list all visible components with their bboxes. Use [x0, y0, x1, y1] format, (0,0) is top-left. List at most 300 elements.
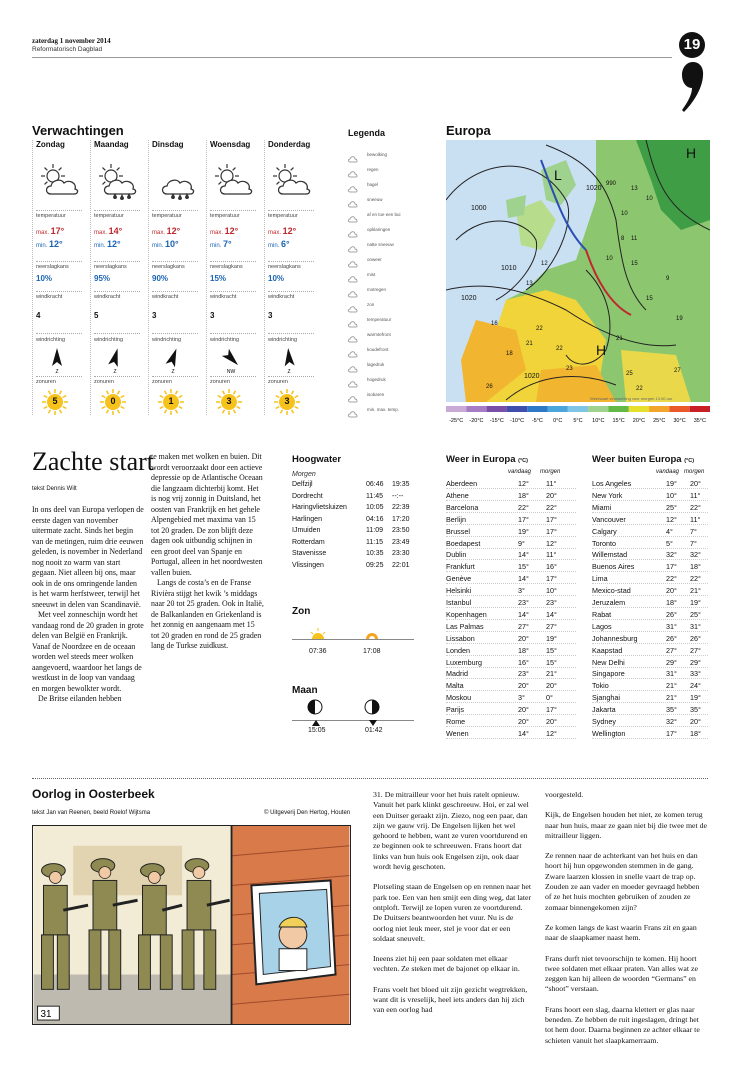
tomorrow-temp: 11°	[546, 479, 557, 488]
temp-label: temperatuur	[268, 213, 298, 219]
moonrise-marker-icon	[312, 720, 320, 726]
svg-text:Z: Z	[55, 369, 59, 374]
scale-swatch	[568, 406, 588, 412]
table-row	[446, 609, 576, 620]
rain-cloud-icon	[155, 162, 199, 202]
city: New York	[592, 490, 623, 500]
tomorrow-temp: 17°	[546, 574, 557, 584]
svg-text:Z: Z	[287, 369, 291, 374]
day-name: Donderdag	[268, 140, 311, 149]
time-2: 23:49	[392, 538, 410, 546]
divider	[210, 291, 256, 292]
table-row	[592, 573, 708, 584]
comic-paragraph: Ineens ziet hij een paar soldaten met elkaar vechten. Ze steken met de bajonet op elkaar in.	[373, 954, 520, 974]
wind-arrow-icon	[280, 348, 298, 374]
pressure-label: H	[686, 145, 697, 161]
legend-item	[348, 405, 438, 417]
weather-europe-table	[446, 469, 576, 749]
time-1: 10:35	[366, 550, 384, 557]
scale-label: 25°C	[653, 418, 666, 424]
legend-item	[348, 165, 438, 177]
legend-label: hagel	[367, 182, 379, 187]
sun-title: Zon	[292, 606, 311, 617]
section-divider	[32, 778, 708, 779]
today-temp: 12°	[666, 514, 677, 524]
day-name: Zondag	[36, 140, 65, 149]
city: Los Angeles	[592, 479, 632, 488]
column-header: morgen	[684, 469, 705, 475]
today-temp: 15°	[518, 562, 529, 572]
max-temp	[152, 226, 180, 236]
article-paragraph: te maken met wolken en buien. Dit wordt veroorzaakt door een actieve depressie op de Atlantische Oceaan die langzaam dichterbij komt. Het is nog vrij zonnig in Duitsland, het oosten van Frankrijk en het gehele Alpengebied met maxima van 15 tot 20 graden. De zon blijft deze dagen ook uitbundig schijnen in een groot deel van Spanje en Portugal, alleen in het noordwesten vallen buien.	[151, 452, 263, 577]
legend-label: sneeuw	[367, 197, 383, 202]
sunset-icon	[364, 628, 380, 640]
city: Boedapest	[446, 538, 481, 548]
forecast-day	[264, 140, 320, 415]
table-row	[446, 633, 576, 644]
max-value: 12°	[224, 226, 239, 236]
legend-icon	[348, 391, 358, 400]
hoogwater-title: Hoogwater	[292, 454, 342, 465]
divider	[94, 291, 140, 292]
column-header: morgen	[540, 469, 561, 475]
wind-label: windkracht	[152, 294, 179, 300]
column-header: vandaag	[656, 469, 680, 475]
today-temp: 25°	[666, 502, 677, 512]
tomorrow-temp: 21°	[690, 586, 701, 596]
today-temp: 20°	[666, 586, 677, 596]
rain-label: neerslagkans	[36, 264, 69, 270]
legend-icon	[348, 241, 358, 250]
hoogwater-row	[292, 504, 414, 515]
scale-swatch	[588, 406, 608, 412]
table-row	[446, 716, 576, 727]
legend-label: mist	[367, 272, 376, 277]
tomorrow-temp: 18°	[690, 728, 701, 738]
today-temp: 20°	[518, 633, 529, 643]
city: Lagos	[592, 621, 612, 631]
today-temp: 31°	[666, 621, 677, 631]
legend-label: isobaren	[367, 392, 385, 397]
weather-europe-title	[446, 454, 528, 465]
tomorrow-temp: 32°	[690, 550, 701, 560]
legend-item	[348, 345, 438, 357]
city: Wenen	[446, 728, 469, 738]
legend-item	[348, 210, 438, 222]
today-temp: 19°	[666, 479, 677, 488]
tomorrow-temp: 16°	[546, 562, 557, 572]
min-value: 6°	[281, 239, 290, 249]
city: Jeruzalem	[592, 598, 626, 607]
city: Athene	[446, 490, 469, 500]
legend-label: min. max. temp.	[367, 407, 400, 412]
city: Miami	[592, 502, 612, 512]
today-temp: 27°	[666, 645, 677, 655]
scale-label: -25°C	[449, 418, 464, 424]
today-temp: 17°	[518, 514, 529, 524]
legend-item	[348, 255, 438, 267]
scale-label: 20°C	[632, 418, 646, 424]
scale-label: -10°C	[510, 418, 525, 424]
divider	[268, 376, 314, 377]
scale-swatch	[649, 406, 669, 412]
table-row	[592, 478, 708, 489]
table-row	[592, 585, 708, 596]
min-value: 10°	[165, 239, 179, 249]
max-temp	[210, 226, 238, 236]
time-1: 10:05	[366, 504, 384, 511]
legend-icon	[348, 361, 358, 370]
today-temp: 18°	[666, 598, 677, 607]
table-row	[592, 716, 708, 727]
min-label: min.	[152, 243, 166, 249]
city: Moskou	[446, 693, 472, 703]
moon-phase-icon	[364, 699, 380, 715]
divider	[268, 291, 314, 292]
city: Aberdeen	[446, 479, 478, 488]
legend-label: hogedruk	[367, 377, 386, 382]
today-temp: 23°	[518, 669, 529, 679]
legend-label: onweer	[367, 257, 382, 262]
divider	[94, 333, 140, 334]
divider	[36, 291, 82, 292]
today-temp: 22°	[518, 502, 529, 512]
wind-value: 3	[210, 311, 215, 320]
legend-item	[348, 360, 438, 372]
city: Vancouver	[592, 514, 626, 524]
tomorrow-temp: 17°	[546, 526, 557, 536]
map-temperature-label: 22	[636, 386, 643, 392]
map-temperature-label: 26	[486, 384, 493, 390]
table-row	[592, 633, 708, 644]
tomorrow-temp: 20°	[546, 490, 557, 500]
today-temp: 18°	[518, 490, 529, 500]
table-row	[592, 728, 708, 739]
header-date: zaterdag 1 november 2014	[32, 37, 111, 45]
tomorrow-temp: 17°	[546, 514, 557, 524]
table-row	[446, 490, 576, 501]
min-temp	[94, 239, 121, 249]
legend-item	[348, 330, 438, 342]
legend-icon	[348, 406, 358, 415]
city: Luxemburg	[446, 657, 482, 667]
tomorrow-temp: 17°	[546, 705, 557, 715]
rain-label: neerslagkans	[210, 264, 243, 270]
sun-hours-label: zonuren	[268, 379, 288, 385]
legend-item	[348, 150, 438, 162]
today-temp: 14°	[518, 574, 529, 584]
wind-direction-label: windrichting	[268, 337, 298, 343]
city: Madrid	[446, 669, 468, 679]
tomorrow-temp: 27°	[546, 621, 557, 631]
svg-text:Z: Z	[171, 369, 175, 374]
city: Rome	[446, 717, 466, 726]
table-row	[592, 538, 708, 549]
forecast-day	[90, 140, 146, 415]
city: Willemstad	[592, 550, 628, 560]
today-temp: 32°	[666, 550, 677, 560]
divider	[152, 261, 198, 262]
city: Lima	[592, 574, 608, 584]
scale-swatch	[629, 406, 649, 412]
table-row	[592, 526, 708, 537]
city: Kopenhagen	[446, 609, 487, 619]
today-temp: 21°	[666, 693, 677, 703]
tomorrow-temp: 14°	[546, 609, 557, 619]
city: Kaapstad	[592, 645, 623, 655]
legend-icon	[348, 226, 358, 235]
rain-label: neerslagkans	[94, 264, 127, 270]
city: Las Palmas	[446, 621, 484, 631]
tomorrow-temp: 11°	[690, 490, 701, 500]
table-row	[592, 514, 708, 525]
min-temp	[268, 239, 290, 249]
max-value: 12°	[282, 226, 297, 236]
tomorrow-temp: 0°	[546, 693, 553, 703]
tomorrow-temp: 12°	[546, 728, 557, 738]
page-number: 19	[679, 32, 705, 58]
map-temperature-label: 8	[621, 236, 625, 242]
city: Buenos Aires	[592, 562, 635, 572]
location: Delfzijl	[292, 481, 313, 488]
comic-paragraph: Ze rennen naar de achterkant van het huis en dan hoort hij hun opgewonden stemmen in de gang. Zware laarzen klossen in snelle vaart de trap op. Zouden ze aan vader en moeder gevraagd hebben of ze het huis mochten gebruiken of zouden ze zomaar binnengekomen zijn?	[545, 851, 700, 912]
forecast-days	[32, 140, 332, 430]
map-temperature-label: 12	[541, 261, 548, 267]
city: Tokio	[592, 681, 609, 691]
location: Harlingen	[292, 515, 322, 523]
legend-icon	[348, 181, 358, 190]
day-name: Maandag	[94, 140, 129, 149]
time-2: 17:20	[392, 515, 410, 523]
wind-direction-label: windrichting	[152, 337, 182, 343]
sun-hours-label: zonuren	[36, 379, 56, 385]
today-temp: 3°	[518, 693, 525, 703]
wind-value: 5	[94, 311, 99, 320]
city: Istanbul	[446, 598, 472, 607]
today-temp: 17°	[666, 728, 677, 738]
time-2: --:--	[392, 492, 404, 500]
tomorrow-temp: 22°	[546, 502, 557, 512]
legend-icon	[348, 316, 358, 325]
legend-item	[348, 285, 438, 297]
time-1: 06:46	[366, 481, 384, 488]
table-row	[446, 645, 576, 656]
scale-swatch	[446, 406, 466, 412]
comic-paragraph: 31. De mitrailleur voor het huis ratelt opnieuw. Vanuit het park klinkt geschreeuw. Hoi, er zal wel een Duitser geraakt zijn. Ziezo, nog een paar, dan zijn we gauw vrij. De Engelsen lijken het wel gehoord te hebben, want ze vuren voortdurend en ze beginnen ook te schreeuwen. Frans hoort dat links van hun huis ook Engelsen zijn, ook daar wordt hevig geschoten.	[373, 790, 529, 872]
map-temperature-label: 23	[566, 366, 573, 372]
divider	[36, 376, 82, 377]
today-temp: 14°	[518, 550, 529, 560]
divider	[94, 261, 140, 262]
wind-arrow-icon	[164, 348, 182, 374]
sun-hours-value: 1	[168, 396, 174, 406]
divider	[152, 291, 198, 292]
rain-value: 15%	[210, 274, 227, 283]
tomorrow-temp: 29°	[690, 657, 701, 667]
rain-label: neerslagkans	[152, 264, 185, 270]
table-row	[446, 692, 576, 703]
map-temperature-label: 1000	[471, 205, 487, 212]
min-value: 7°	[223, 239, 232, 249]
table-row	[446, 585, 576, 596]
map-temperature-label: 1020	[586, 185, 602, 192]
table-row	[446, 526, 576, 537]
time-1: 04:16	[366, 515, 384, 523]
comic-panel-illustration	[32, 825, 351, 1025]
max-value: 14°	[108, 226, 123, 236]
scale-swatch	[690, 406, 710, 412]
map-temperature-label: 18	[506, 351, 513, 357]
scale-swatch	[487, 406, 507, 412]
svg-text:Z: Z	[113, 369, 117, 374]
comic-text-column-2	[545, 790, 707, 1056]
divider	[36, 210, 82, 211]
map-note: Weerkaart verwachting voor morgen 13.00 uur	[590, 396, 673, 401]
legend-icon	[348, 211, 358, 220]
today-temp: 26°	[666, 609, 677, 619]
table-row	[446, 728, 576, 739]
map-temperature-label: 25	[626, 371, 633, 377]
today-temp: 20°	[518, 717, 529, 726]
rain-value: 10%	[268, 274, 285, 283]
divider	[210, 333, 256, 334]
table-row	[446, 621, 576, 632]
legend-icon	[348, 196, 358, 205]
tomorrow-temp: 15°	[546, 657, 557, 667]
weather-world-table	[592, 469, 708, 749]
comma-logo-icon	[682, 60, 704, 115]
city: Berlijn	[446, 514, 466, 524]
today-temp: 10°	[666, 490, 677, 500]
hoogwater-row	[292, 527, 414, 538]
divider	[268, 333, 314, 334]
forecast-day	[206, 140, 262, 415]
article-paragraph: Langs de costa’s en de Franse Rivièra stijgt het kwik ’s middags naar 20 tot 25 graden. Ook in Italië, de Balkanlanden en Griekenland is het zonnig en aangenaam met 15 tot 20 graden en rond de 25 graden lang de Turkse zuidkust.	[151, 578, 264, 650]
divider	[94, 376, 140, 377]
sun-hours-label: zonuren	[152, 379, 172, 385]
divider	[152, 333, 198, 334]
scale-label: 5°C	[573, 418, 583, 424]
sun-hours-value: 3	[226, 396, 232, 406]
today-temp: 27°	[518, 621, 529, 631]
pressure-label: L	[554, 167, 562, 183]
table-row	[446, 668, 576, 679]
tomorrow-temp: 20°	[546, 681, 557, 691]
tomorrow-temp: 18°	[690, 562, 701, 572]
sun-hours-label: zonuren	[210, 379, 230, 385]
location: Haringvlietsluizen	[292, 504, 347, 511]
table-row	[592, 704, 708, 715]
legend-label: motregen	[367, 287, 387, 292]
scale-label: 15°C	[612, 418, 625, 424]
comic-title: Oorlog in Oosterbeek	[32, 787, 155, 801]
today-temp: 29°	[666, 657, 677, 667]
sun-cloud-icon	[271, 162, 315, 202]
scale-label: -15°C	[489, 418, 504, 424]
scale-swatch	[608, 406, 628, 412]
today-temp: 26°	[666, 633, 677, 643]
sun-cloud-rain-icon	[97, 162, 141, 202]
comic-paragraph: voorgesteld.	[545, 790, 584, 799]
comic-copyright: © Uitgeverij Den Hertog, Houten	[264, 810, 351, 816]
today-temp: 12°	[518, 479, 529, 488]
city: Helsinki	[446, 586, 472, 596]
map-temperature-label: 10	[606, 256, 613, 262]
city: Parijs	[446, 705, 464, 715]
day-name: Woensdag	[210, 140, 251, 149]
legend-icon	[348, 376, 358, 385]
today-temp: 14°	[518, 609, 529, 619]
temperature-scale	[446, 406, 710, 432]
hoogwater-row	[292, 493, 414, 504]
tomorrow-temp: 10°	[546, 586, 557, 596]
wind-label: windkracht	[36, 294, 63, 300]
today-temp: 21°	[666, 681, 677, 691]
weather-europe-unit: (°C)	[518, 458, 528, 464]
map-temperature-label: 27	[674, 368, 681, 374]
map-temperature-label: 13	[631, 186, 638, 192]
rain-value: 90%	[152, 274, 169, 283]
city: Rabat	[592, 609, 612, 619]
scale-label: -20°C	[469, 418, 484, 424]
scale-label: 0°C	[553, 418, 563, 424]
today-temp: 20°	[518, 681, 529, 691]
wind-arrow-icon	[222, 348, 240, 374]
sun-hours-label: zonuren	[94, 379, 114, 385]
city: Calgary	[592, 526, 617, 536]
svg-text:NW: NW	[226, 369, 236, 374]
today-temp: 23°	[518, 598, 529, 607]
min-value: 12°	[107, 239, 121, 249]
hoogwater-row	[292, 550, 414, 561]
tomorrow-temp: 23°	[546, 598, 557, 607]
hoogwater-row	[292, 562, 414, 573]
table-row	[592, 668, 708, 679]
table-row	[446, 549, 576, 560]
city: Frankfurt	[446, 562, 475, 572]
max-label: max.	[152, 230, 167, 236]
comic-paragraph: Frans durft niet tevoorschijn te komen. Hij hoort twee soldaten met elkaar praten. Van alles wat ze zeggen kan hij alleen de woorden “Germans” en “shoot” verstaan.	[545, 953, 698, 994]
max-label: max.	[210, 230, 225, 236]
wind-direction-label: windrichting	[36, 337, 66, 343]
hoogwater-subtitle: Morgen	[292, 471, 316, 478]
legend-label: af en toe een bui	[367, 212, 401, 217]
city: Johannesburg	[592, 633, 638, 643]
divider	[210, 210, 256, 211]
legend-label: opklaringen	[367, 227, 391, 232]
location: Vlissingen	[292, 561, 324, 569]
map-temperature-label: 22	[536, 326, 543, 332]
tomorrow-temp: 19°	[690, 598, 701, 607]
time-1: 09:25	[366, 561, 384, 569]
city: Lissabon	[446, 633, 475, 643]
max-value: 17°	[50, 226, 65, 236]
weather-world-unit: (°C)	[684, 458, 695, 464]
legend-label: koudefront	[367, 347, 389, 352]
temp-label: temperatuur	[152, 213, 182, 219]
map-temperature-label: 19	[676, 316, 683, 322]
city: Sydney	[592, 717, 616, 726]
legend-label: bewolking	[367, 152, 388, 157]
hoogwater-row	[292, 516, 414, 527]
europe-weather-map	[446, 140, 710, 402]
map-temperature-label: 10	[621, 211, 628, 217]
forecast-day	[32, 140, 88, 415]
min-temp	[152, 239, 179, 249]
max-temp	[36, 226, 64, 236]
map-temperature-label: 1020	[461, 295, 477, 302]
tomorrow-temp: 27°	[690, 645, 701, 655]
